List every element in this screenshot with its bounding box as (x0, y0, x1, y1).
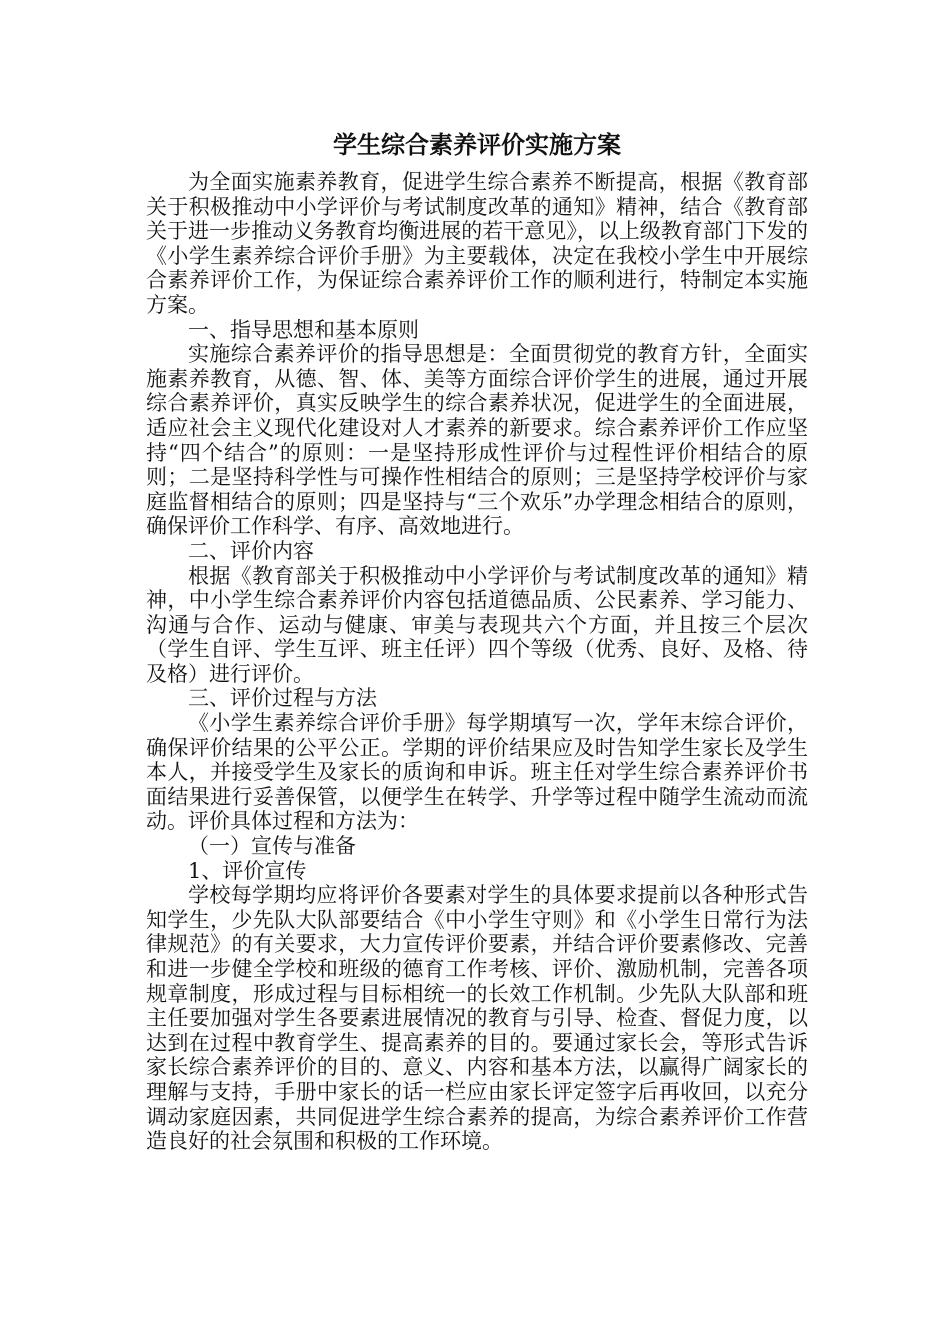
subsection-heading-evaluation-publicity: 1、评价宣传 (188, 858, 307, 883)
document-title: 学生综合素养评价实施方案 (333, 131, 621, 159)
section-heading-process-methods: 三、评价过程与方法 (188, 686, 377, 711)
evaluation-publicity-paragraph: 学校每学期均应将评价各要素对学生的具体要求提前以各种形式告知学生，少先队大队部要结合《中小学生守则》和《小学生日常行为法律规范》的有关要求，大力宣传评价要素，并结合评价要素修改、完善和进一步健全学校和班级的德育工作考核、评价、激励机制，完善各项规章制度，形成过程与目标相统一的长效工作机制。少先队大队部和班主任要加强对学生各要素进展情况的教育与引导、检查、督促力度，以达到在过程中教育学生、提高素养的目的。要通过家长会，等形式告诉家长综合素养评价的目的、意义、内容和基本方法，以赢得广阔家长的理解与支持，手册中家长的话一栏应由家长评定签字后再收回，以充分调动家庭因素，共同促进学生综合素养的提高，为综合素养评价工作营造良好的社会氛围和积极的工作环境。 (146, 883, 808, 1154)
subsection-heading-publicity-preparation: （一）宣传与准备 (188, 834, 356, 859)
process-methods-paragraph: 《小学生素养综合评价手册》每学期填写一次，学年末综合评价，确保评价结果的公平公正。学期的评价结果应及时告知学生家长及学生本人，并接受学生及家长的质询和申诉。班主任对学生综合素养评价书面结果进行妥善保管，以便学生在转学、升学等过程中随学生流动而流动。评价具体过程和方法为： (146, 711, 808, 834)
evaluation-content-paragraph: 根据《教育部关于积极推动中小学评价与考试制度改革的通知》精神，中小学生综合素养评价内容包括道德品质、公民素养、学习能力、沟通与合作、运动与健康、审美与表现共六个方面，并且按三个层次（学生自评、学生互评、班主任评）四个等级（优秀、良好、及格、待及格）进行评价。 (146, 563, 808, 686)
intro-paragraph: 为全面实施素养教育，促进学生综合素养不断提高，根据《教育部关于积极推动中小学评价与考试制度改革的通知》精神，结合《教育部关于进一步推动义务教育均衡进展的若干意见》，以上级教育部门下发的《小学生素养综合评价手册》为主要载体，决定在我校小学生中开展综合素养评价工作，为保证综合素养评价工作的顺利进行，特制定本实施方案。 (146, 170, 808, 317)
document-body (146, 128, 808, 1154)
guiding-principles-paragraph: 实施综合素养评价的指导思想是：全面贯彻党的教育方针，全面实施素养教育，从德、智、体、美等方面综合评价学生的进展，通过开展综合素养评价，真实反映学生的综合素养状况，促进学生的全面进展，适应社会主义现代化建设对人才素养的新要求。综合素养评价工作应坚持“四个结合”的原则：一是坚持形成性评价与过程性评价相结合的原则；二是坚持科学性与可操作性相结合的原则；三是坚持学校评价与家庭监督相结合的原则；四是坚持与“三个欢乐”办学理念相结合的原则，确保评价工作科学、有序、高效地进行。 (146, 342, 808, 539)
section-heading-evaluation-content: 二、评价内容 (188, 538, 314, 563)
section-heading-guiding-principles: 一、指导思想和基本原则 (188, 317, 419, 342)
